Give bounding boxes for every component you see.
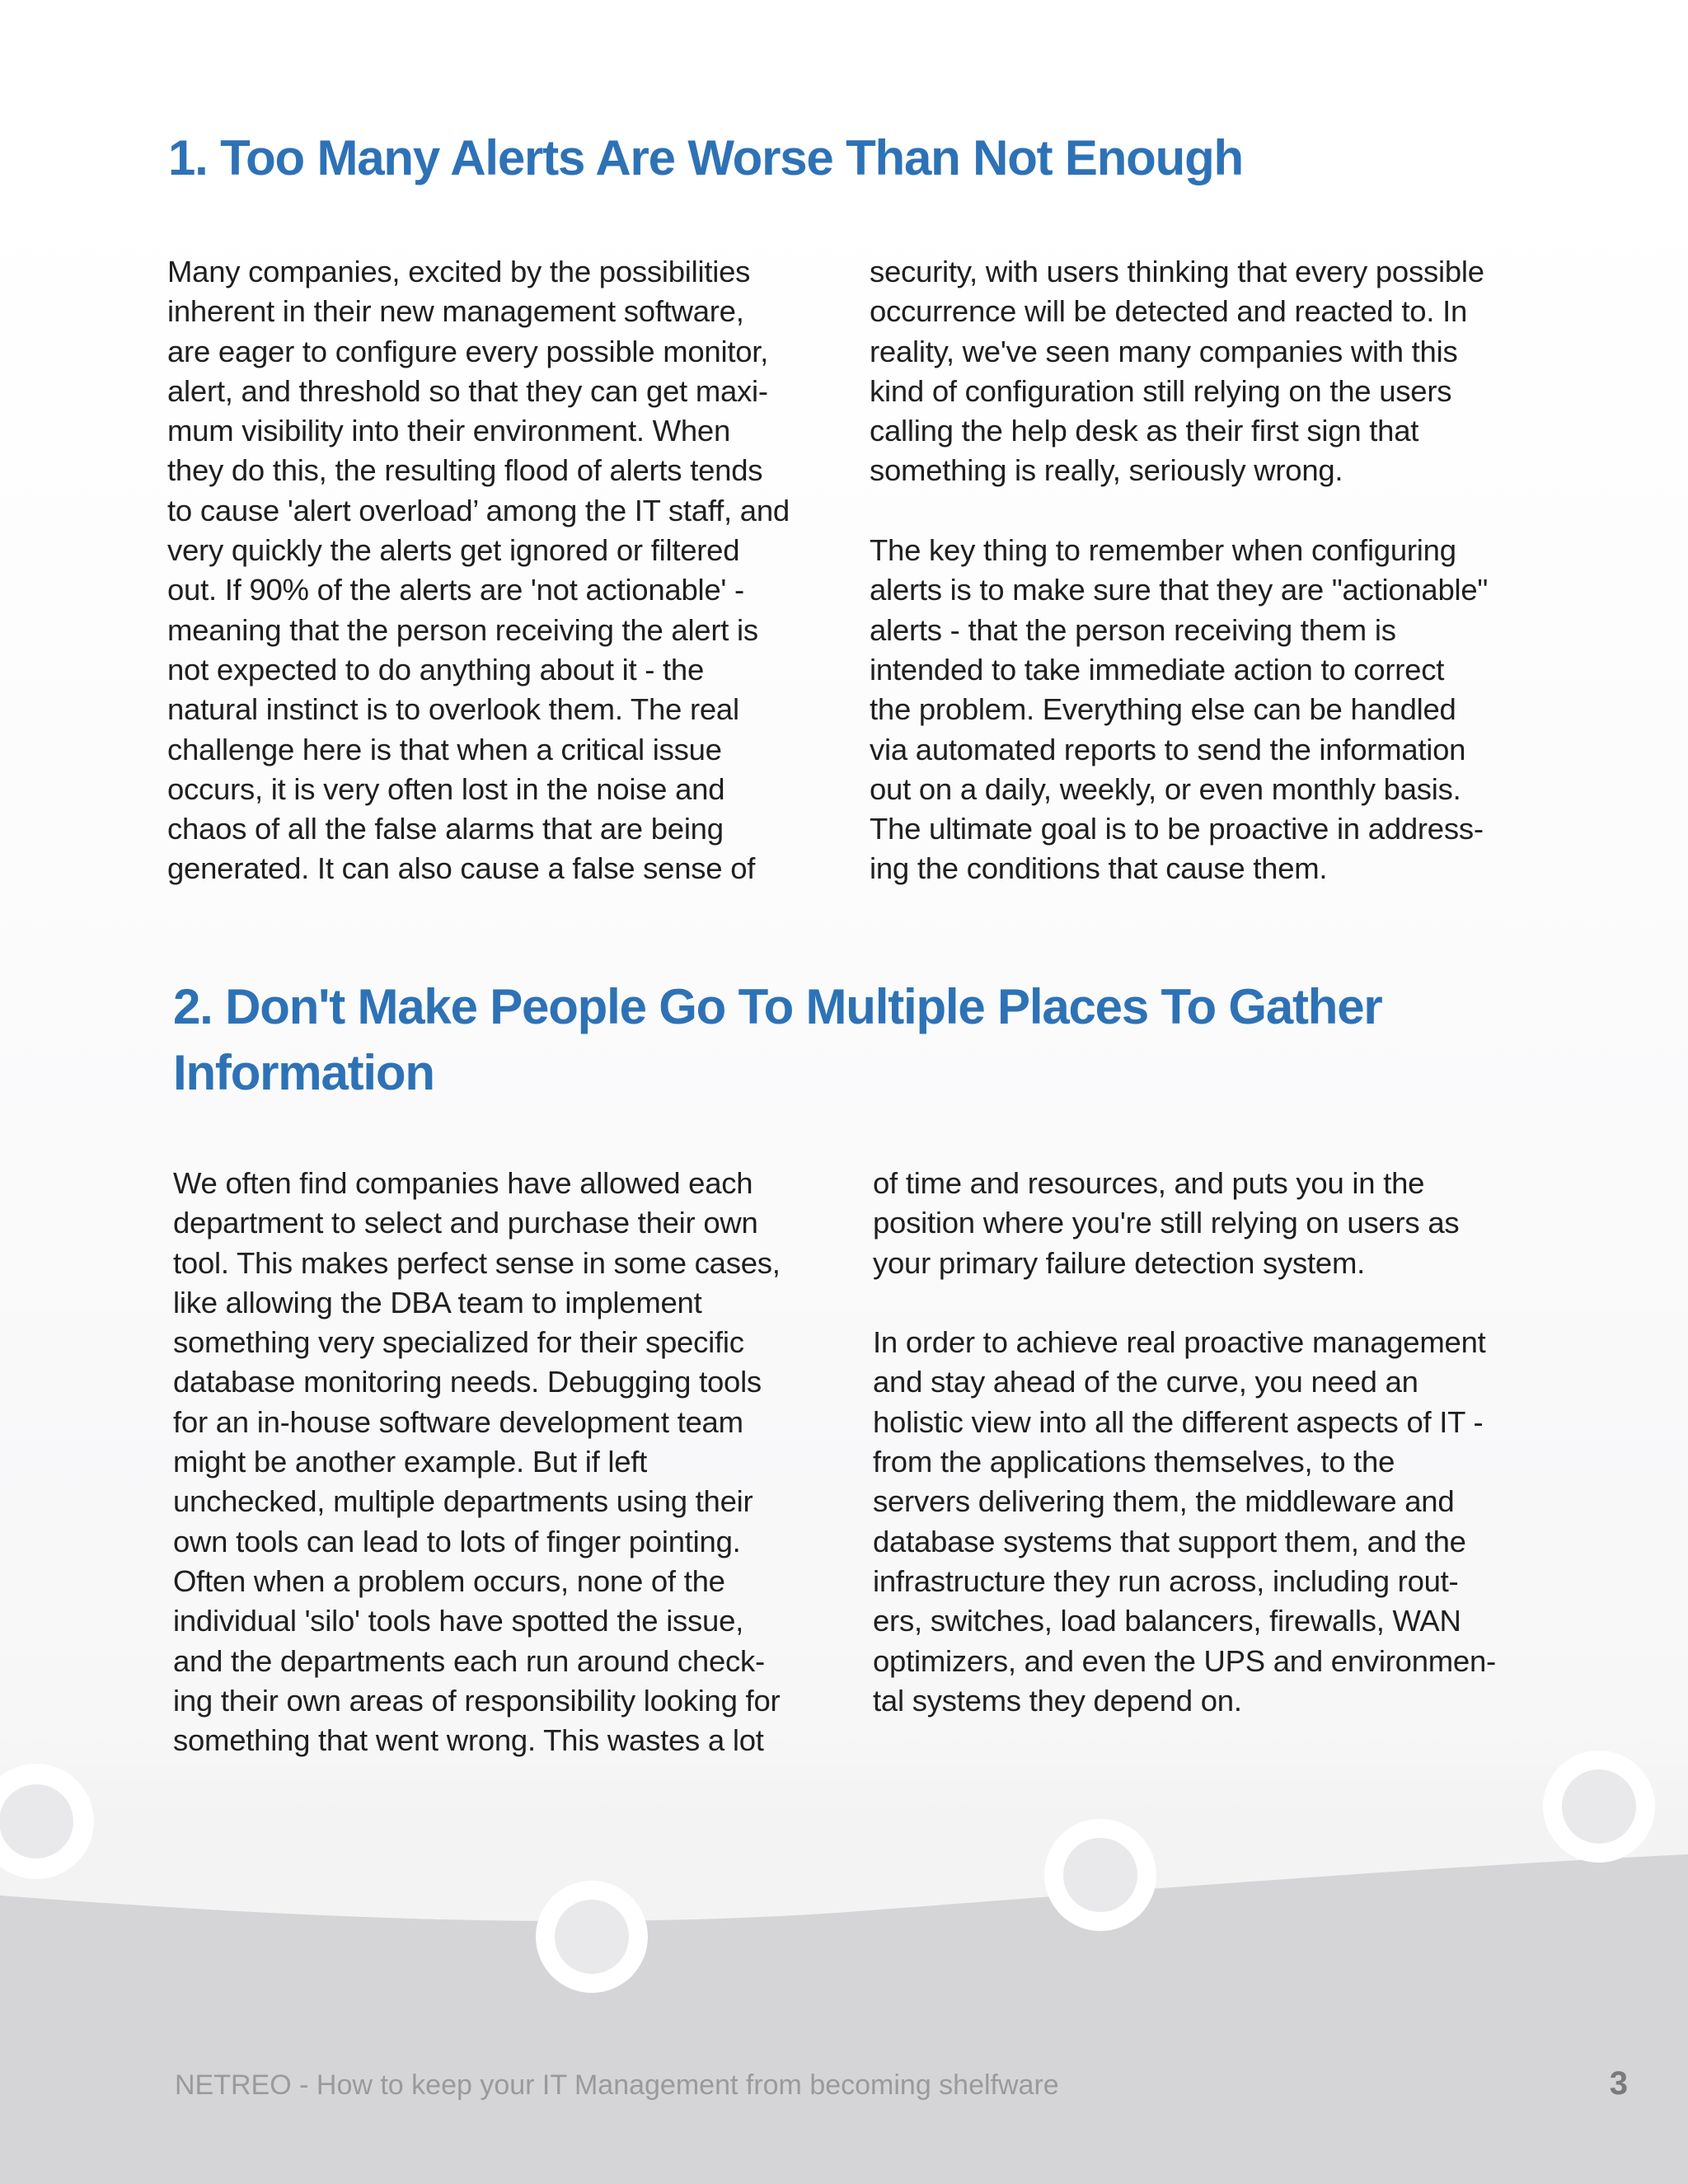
body-text-line: ers, switches, load balancers, firewalls, WAN	[873, 1604, 1461, 1638]
body-text-line: security, with users thinking that every possible	[870, 255, 1484, 288]
body-text-line: chaos of all the false alarms that are being	[167, 812, 724, 846]
decorative-circle	[1562, 1769, 1636, 1844]
body-text-line: intended to take immediate action to correct	[870, 652, 1445, 687]
body-text-line: occurrence will be detected and reacted to. In	[870, 294, 1468, 329]
body-text-line: holistic view into all the different aspects of IT -	[873, 1404, 1484, 1439]
paragraph-gap	[873, 1283, 1532, 1323]
heading-line: 1. Too Many Alerts Are Worse Than Not Enough	[168, 130, 1243, 185]
body-text-line: database systems that support them, and the	[873, 1524, 1466, 1558]
body-text-line: for an in-house software development team	[173, 1404, 743, 1439]
body-text-line: database monitoring needs. Debugging tools	[173, 1365, 762, 1399]
section-2-right-column	[873, 1164, 1532, 1721]
body-text-line: meaning that the person receiving the alert is	[167, 612, 758, 647]
body-text-line: infrastructure they run across, including rout-	[873, 1563, 1459, 1598]
body-text-line: not expected to do anything about it - the	[167, 652, 705, 687]
page-number: 3	[1609, 2065, 1628, 2102]
body-text-line: something that went wrong. This wastes a lot	[173, 1723, 764, 1758]
body-text-line: the problem. Everything else can be handled	[870, 692, 1456, 727]
body-text-line: kind of configuration still relying on the users	[870, 373, 1452, 408]
body-text-line: something is really, seriously wrong.	[870, 453, 1343, 488]
section-1-right-column	[870, 252, 1529, 889]
body-text-line: department to select and purchase their own	[173, 1206, 758, 1240]
body-text-line: The key thing to remember when configuring	[870, 533, 1456, 568]
body-text-line: from the applications themselves, to the	[873, 1445, 1395, 1479]
body-text-line: out. If 90% of the alerts are 'not actionable' -	[167, 573, 744, 607]
body-text-line: We often find companies have allowed each	[173, 1166, 753, 1200]
body-text-line: Often when a problem occurs, none of the	[173, 1563, 725, 1598]
body-text-line: calling the help desk as their first sign that	[870, 414, 1419, 448]
body-text-line: mum visibility into their environment. When	[167, 414, 730, 448]
body-text-line: occurs, it is very often lost in the noise and	[167, 771, 725, 806]
section-1-left-column	[167, 252, 827, 889]
footer-title: NETREO - How to keep your IT Management from becoming shelfware	[175, 2069, 1059, 2101]
body-text-line: tool. This makes perfect sense in some cases,	[173, 1245, 781, 1280]
body-text-line: inherent in their new management software,	[167, 294, 744, 329]
body-text-line: alert, and threshold so that they can get maxi-	[167, 373, 768, 408]
body-text-line: something very specialized for their specific	[173, 1325, 744, 1360]
decorative-circle	[1063, 1838, 1137, 1912]
body-text-line: like allowing the DBA team to implement	[173, 1285, 702, 1319]
body-text-line: unchecked, multiple departments using their	[173, 1484, 753, 1519]
body-text-line: natural instinct is to overlook them. The real	[167, 692, 739, 727]
body-text-line: own tools can lead to lots of finger pointing.	[173, 1524, 741, 1558]
body-text-line: ing their own areas of responsibility looking for	[173, 1683, 781, 1718]
decorative-circle	[0, 1784, 73, 1858]
body-text-line: might be another example. But if left	[173, 1445, 648, 1479]
body-text-line: ing the conditions that cause them.	[870, 851, 1328, 886]
heading-line: Information	[173, 1045, 434, 1100]
body-text-line: via automated reports to send the information	[870, 732, 1466, 766]
body-text-line: servers delivering them, the middleware and	[873, 1484, 1455, 1519]
body-text-line: individual 'silo' tools have spotted the issue,	[173, 1604, 744, 1638]
body-text-line: The ultimate goal is to be proactive in address-	[870, 812, 1484, 846]
footer-wave-decoration	[0, 1731, 1688, 2184]
body-text-line: of time and resources, and puts you in the	[873, 1166, 1425, 1200]
section-2-heading	[173, 974, 1382, 1106]
body-text-line: generated. It can also cause a false sense of	[167, 851, 756, 886]
heading-line: 2. Don't Make People Go To Multiple Places To Gather	[173, 979, 1382, 1034]
body-text-line: out on a daily, weekly, or even monthly basis.	[870, 771, 1461, 806]
body-text-line: very quickly the alerts get ignored or filtered	[167, 533, 740, 568]
section-1-heading	[168, 125, 1243, 191]
body-text-line: and stay ahead of the curve, you need an	[873, 1365, 1418, 1399]
section-2-left-column	[173, 1164, 832, 1760]
decorative-circle	[555, 1900, 629, 1974]
body-text-line: to cause 'alert overload’ among the IT staff, and	[167, 493, 790, 527]
body-text-line: alerts - that the person receiving them is	[870, 612, 1396, 647]
body-text-line: your primary failure detection system.	[873, 1245, 1366, 1280]
body-text-line: Many companies, excited by the possibilities	[167, 255, 751, 288]
body-text-line: alerts is to make sure that they are "actionable"	[870, 573, 1489, 607]
body-text-line: position where you're still relying on users as	[873, 1206, 1460, 1240]
body-text-line: and the departments each run around check-	[173, 1643, 765, 1678]
paragraph-gap	[870, 491, 1529, 531]
body-text-line: reality, we've seen many companies with this	[870, 334, 1458, 368]
body-text-line: are eager to configure every possible monitor,	[167, 334, 769, 368]
body-text-line: tal systems they depend on.	[873, 1683, 1242, 1718]
body-text-line: they do this, the resulting flood of alerts tends	[167, 453, 763, 488]
body-text-line: challenge here is that when a critical issue	[167, 732, 722, 766]
body-text-line: optimizers, and even the UPS and environmen-	[873, 1643, 1496, 1678]
body-text-line: In order to achieve real proactive management	[873, 1325, 1486, 1360]
